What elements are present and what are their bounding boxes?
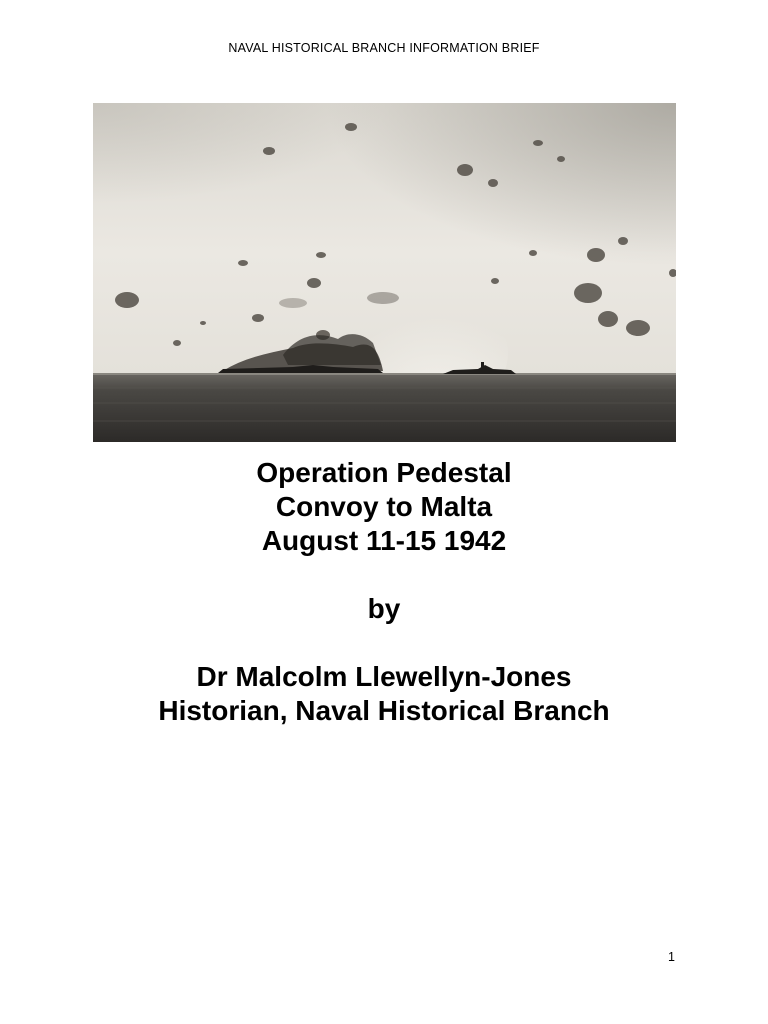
title-dates: August 11-15 1942 (261, 525, 507, 556)
running-header: NAVAL HISTORICAL BRANCH INFORMATION BRIEF (228, 41, 540, 55)
author-role: Historian, Naval Historical Branch (158, 695, 610, 726)
title-convoy: Convoy to Malta (275, 491, 493, 522)
spacer (0, 558, 768, 592)
cover-photo (93, 103, 676, 442)
author-name: Dr Malcolm Llewellyn-Jones (196, 661, 572, 692)
title-block (0, 456, 768, 728)
title-operation: Operation Pedestal (256, 457, 512, 488)
byline-by: by (367, 593, 401, 624)
page-number: 1 (668, 950, 675, 964)
spacer (0, 626, 768, 660)
